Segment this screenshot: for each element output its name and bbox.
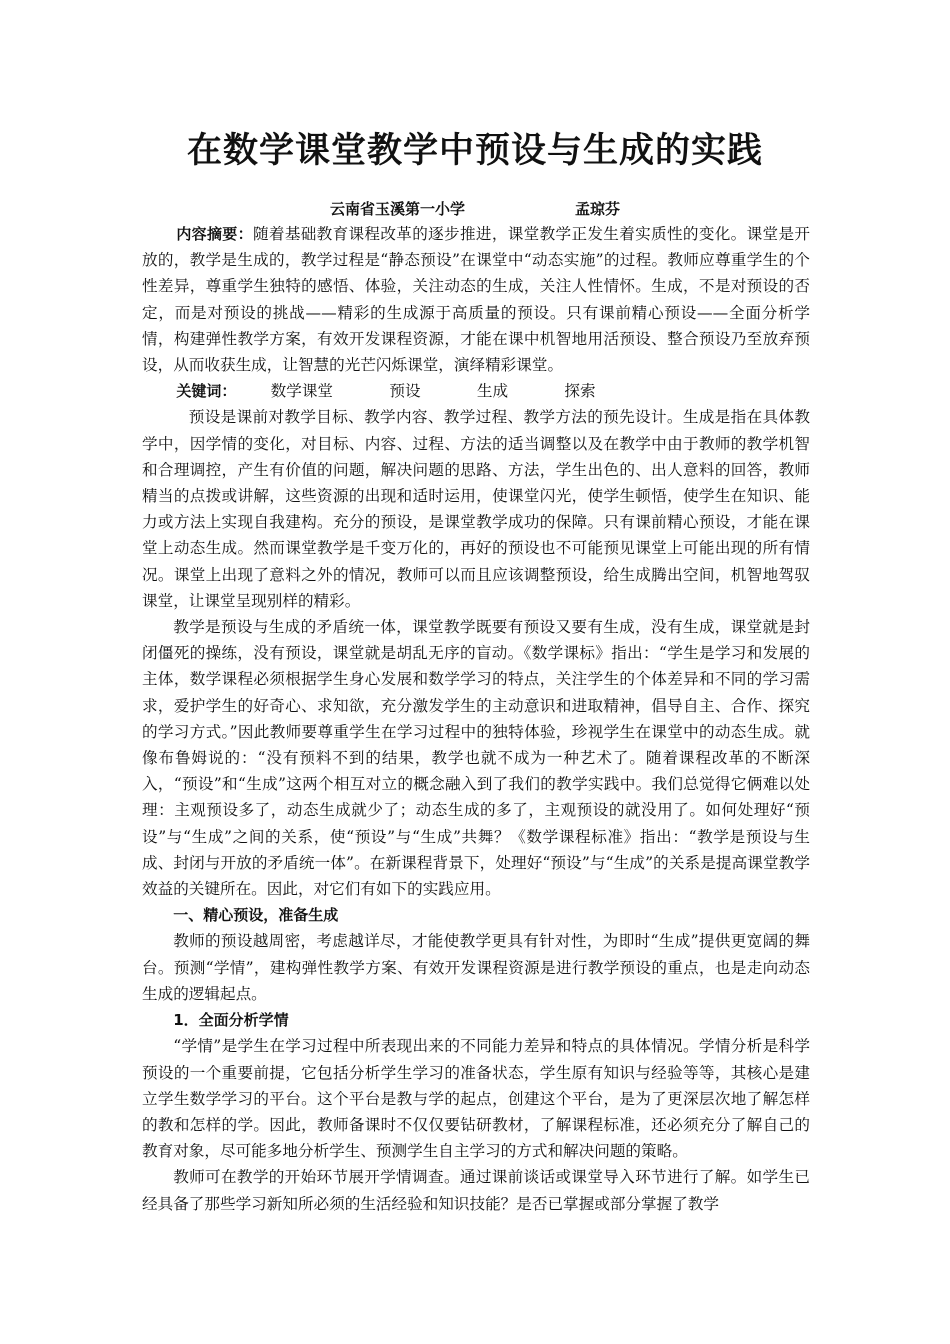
- subsection-heading-text: 1．全面分析学情: [173, 1011, 289, 1030]
- section-heading-text: 一、精心预设，准备生成: [173, 906, 339, 925]
- body-paragraph: 教师的预设越周密，考虑越详尽，才能使教学更具有针对性，为即时“生成”提供更宽阔的舞台。预测“学情”，建构弹性教学方案、有效开发课程资源是进行教学预设的重点，也是走向动态生成的逻辑起点。: [142, 932, 810, 1003]
- abstract-paragraph: [142, 221, 810, 378]
- keyword: 预设: [389, 382, 421, 401]
- keyword: 数学课堂: [270, 382, 334, 401]
- author-line: [0, 198, 950, 220]
- document-title: 在数学课堂教学中预设与生成的实践: [186, 131, 763, 171]
- keywords-label: 关键词：: [176, 382, 237, 401]
- keyword: 探索: [564, 382, 596, 401]
- abstract-text: 随着基础教育课程改革的逐步推进，课堂教学正发生着实质性的变化。课堂是开放的，教学是生成的，教学过程是“静态预设”在课堂中“动态实施”的过程。教师应尊重学生的个性差异，尊重学生独特的感悟、体验，关注动态的生成，关注人性情怀。生成，不是对预设的否定，而是对预设的挑战——精彩的生成源于高质量的预设。只有课前精心预设——全面分析学情，构建弹性教学方案，有效开发课程资源，才能在课中机智地用活预设、整合预设乃至放弃预设，从而收获生成，让智慧的光芒闪烁课堂，演绎精彩课堂。: [142, 225, 810, 375]
- author-school: 云南省玉溪第一小学: [329, 200, 465, 218]
- body-paragraph: “学情”是学生在学习过程中所表现出来的不同能力差异和特点的具体情况。学情分析是科学预设的一个重要前提，它包括分析学生学习的准备状态，学生原有知识与经验等等，其核心是建立学生数学学习的平台。这个平台是教与学的起点，创建这个平台，是为了更深层次地了解怎样的教和怎样的学。因此，教师备课时不仅仅要钻研教材，了解课程标准，还必须充分了解自己的教育对象，尽可能多地分析学生、预测学生自主学习的方式和解决问题的策略。: [142, 1037, 810, 1161]
- document-body: [142, 221, 810, 1217]
- author-name: 孟琼芬: [575, 200, 621, 218]
- body-paragraph: 教师可在教学的开始环节展开学情调查。通过课前谈话或课堂导入环节进行了解。如学生已经具备了那些学习新知所必须的生活经验和知识技能？是否已掌握或部分掌握了教学: [142, 1168, 810, 1213]
- subsection-heading: [142, 1007, 810, 1033]
- body-paragraph: 教学是预设与生成的矛盾统一体，课堂教学既要有预设又要有生成，没有生成，课堂就是封闭僵死的操练，没有预设，课堂就是胡乱无序的盲动。《数学课标》指出：“学生是学习和发展的主体，数学课程必须根据学生身心发展和数学学习的特点，关注学生的个体差异和不同的学习需求，爱护学生的好奇心、求知欲，充分激发学生的主动意识和进取精神，倡导自主、合作、探究的学习方式。”因此教师要尊重学生在学习过程中的独特体验，珍视学生在课堂中的动态生成。就像布鲁姆说的：“没有预料不到的结果，教学也就不成为一种艺术了。随着课程改革的不断深入，“预设”和“生成”这两个相互对立的概念融入到了我们的教学实践中。我们总觉得它俩难以处理：主观预设多了，动态生成就少了；动态生成的多了，主观预设的就没用了。如何处理好“预设”与“生成”之间的关系，使“预设”与“生成”共舞？《数学课程标准》指出：“教学是预设与生成、封闭与开放的矛盾统一体”。在新课程背景下，处理好“预设”与“生成”的关系是提高课堂教学效益的关键所在。因此，对它们有如下的实践应用。: [142, 618, 810, 899]
- body-paragraph: 预设是课前对教学目标、教学内容、教学过程、教学方法的预先设计。生成是指在具体教学中，因学情的变化，对目标、内容、过程、方法的适当调整以及在教学中由于教师的教学机智和合理调控，产生有价值的问题，解决问题的思路、方法，学生出色的、出人意料的回答，教师精当的点拨或讲解，这些资源的出现和适时运用，使课堂闪光，使学生顿悟，使学生在知识、能力或方法上实现自我建构。充分的预设，是课堂教学成功的保障。只有课前精心预设，才能在课堂上动态生成。然而课堂教学是千变万化的，再好的预设也不可能预见课堂上可能出现的所有情况。课堂上出现了意料之外的情况，教师可以而且应该调整预设，给生成腾出空间，机智地驾驭课堂，让课堂呈现别样的精彩。: [142, 408, 810, 610]
- abstract-label: 内容摘要：: [176, 225, 253, 243]
- keywords-line: [142, 378, 810, 404]
- keyword: 生成: [476, 382, 509, 401]
- section-heading: [142, 902, 810, 928]
